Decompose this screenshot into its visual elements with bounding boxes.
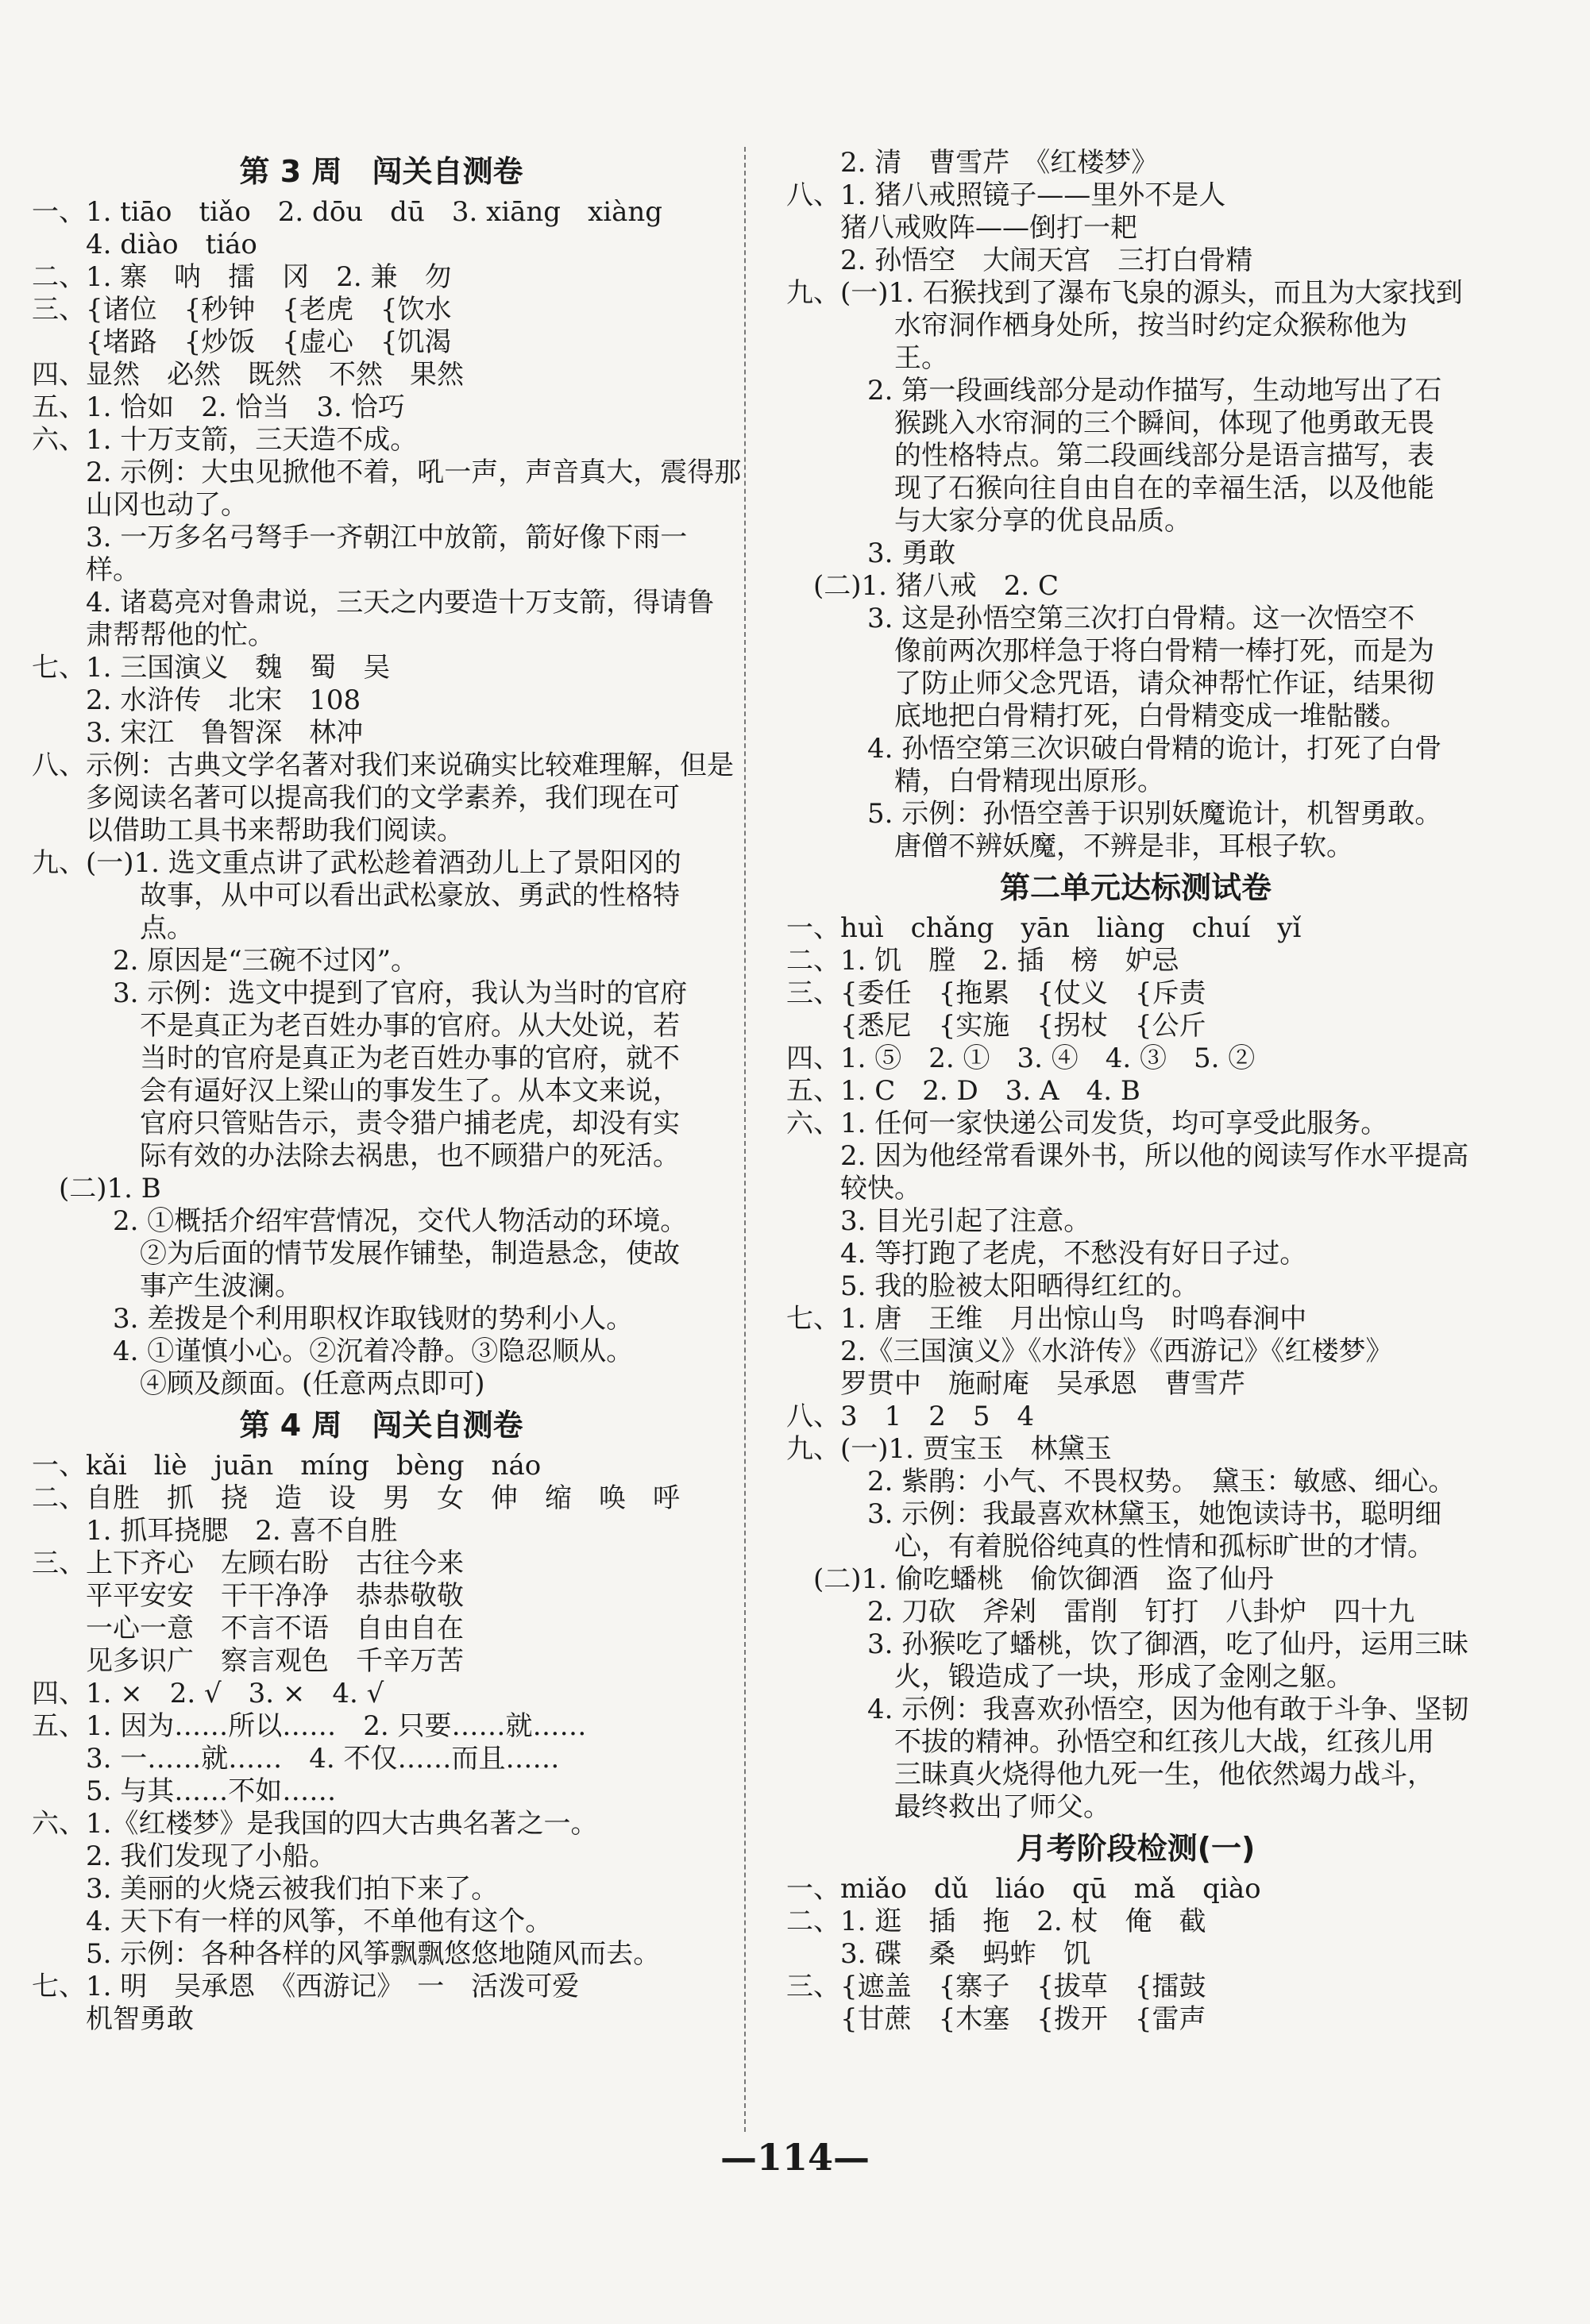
- column-divider: [744, 147, 746, 2132]
- answer-line: 八、示例：古典文学名著对我们来说确实比较难理解，但是: [32, 750, 734, 781]
- answer-line: 多阅读名著可以提高我们的文学素养，我们现在可: [32, 782, 680, 814]
- answer-line: 心，有着脱俗纯真的性情和孤标旷世的才情。: [786, 1531, 1434, 1563]
- answer-line: 4. 天下有一样的风筝，不单他有这个。: [32, 1906, 553, 1937]
- answer-line: 4. diào tiáo: [32, 229, 257, 260]
- section-title: 第 4 周 闯关自测卷: [239, 1408, 523, 1443]
- answer-line: 点。: [32, 912, 194, 944]
- answer-line: 三、{遮盖 {寨子 {拔草 {擂鼓: [786, 1971, 1206, 2002]
- left-column: [32, 147, 742, 2036]
- answer-line: 3. 美丽的火烧云被我们拍下来了。: [32, 1873, 499, 1905]
- answer-line: 2. 刀砍 斧剁 雷削 钉打 八卦炉 四十九: [786, 1596, 1415, 1628]
- answer-line: 3. 勇敢: [786, 538, 956, 569]
- answer-line: 二、1. 逛 插 拖 2. 杖 俺 截: [786, 1906, 1206, 1937]
- answer-line: 2. 原因是“三碗不过冈”。: [32, 945, 419, 977]
- answer-line: 精，白骨精现出原形。: [786, 765, 1164, 797]
- answer-line: 肃帮帮他的忙。: [32, 619, 275, 651]
- answer-line: 不是真正为老百姓办事的官府。从大处说，若: [32, 1010, 680, 1042]
- answer-line: 五、1. C 2. D 3. A 4. B: [786, 1075, 1140, 1107]
- answer-line: 3. 碟 桑 蚂蚱 饥: [786, 1938, 1091, 1970]
- answer-line: 八、1. 猪八戒照镜子——里外不是人: [786, 179, 1226, 211]
- answer-line: 现了石猴向往自由自在的幸福生活，以及他能: [786, 472, 1434, 504]
- answer-line: 故事，从中可以看出武松豪放、勇武的性格特: [32, 880, 680, 911]
- answer-line: 水帘洞作栖身处所，按当时约定众猴称他为: [786, 310, 1407, 341]
- answer-line: 见多识广 察言观色 千辛万苦: [32, 1645, 464, 1677]
- answer-line: ②为后面的情节发展作铺垫，制造悬念，使故: [32, 1238, 680, 1270]
- answer-line: 不拔的精神。孙悟空和红孩儿大战，红孩儿用: [786, 1726, 1434, 1758]
- answer-line: 三昧真火烧得他九死一生，他依然竭力战斗，: [786, 1759, 1434, 1790]
- answer-line: 像前两次那样急于将白骨精一棒打死，而是为: [786, 635, 1434, 667]
- answer-line: 了防止师父念咒语，请众神帮忙作证，结果彻: [786, 668, 1434, 700]
- answer-line: 3. 示例：选文中提到了官府，我认为当时的官府: [32, 977, 688, 1009]
- answer-line: 官府只管贴告示，责令猎户捕老虎，却没有实: [32, 1108, 680, 1139]
- answer-line: 九、(一)1. 贾宝玉 林黛玉: [786, 1433, 1112, 1465]
- answer-line: 3. 一万多名弓弩手一齐朝江中放箭，箭好像下雨一: [32, 522, 688, 553]
- answer-line: 九、(一)1. 选文重点讲了武松趁着酒劲儿上了景阳冈的: [32, 847, 681, 879]
- section-title: 第 3 周 闯关自测卷: [239, 154, 523, 189]
- answer-line: (二)1. 猪八戒 2. C: [786, 570, 1059, 602]
- answer-line: 2. 紫鹃：小气、不畏权势。 黛玉：敏感、细心。: [786, 1466, 1456, 1497]
- answer-line: 二、自胜 抓 挠 造 设 男 女 伸 缩 唤 呼: [32, 1482, 680, 1514]
- answer-line: 2. 示例：大虫见掀他不着，吼一声，声音真大，震得那: [32, 457, 742, 488]
- answer-line: 3. 目光引起了注意。: [786, 1205, 1091, 1237]
- section-title: 第二单元达标测试卷: [999, 870, 1272, 905]
- answer-line: 四、显然 必然 既然 不然 果然: [32, 359, 464, 391]
- answer-line: 五、1. 因为……所以…… 2. 只要……就……: [32, 1710, 587, 1742]
- answer-line: 唐僧不辨妖魔，不辨是非，耳根子软。: [786, 831, 1353, 862]
- answer-line: 3. 孙猴吃了蟠桃，饮了御酒，吃了仙丹，运用三昧: [786, 1628, 1469, 1660]
- answer-line: 3. 宋江 鲁智深 林冲: [32, 717, 364, 749]
- answer-line: 的性格特点。第二段画线部分是语言描写，表: [786, 440, 1434, 472]
- answer-line: 4. 诸葛亮对鲁肃说，三天之内要造十万支箭，得请鲁: [32, 587, 715, 619]
- answer-line: 五、1. 恰如 2. 恰当 3. 恰巧: [32, 391, 405, 423]
- page-number: —114—: [720, 2136, 870, 2179]
- answer-line: 罗贯中 施耐庵 吴承恩 曹雪芹: [786, 1368, 1245, 1400]
- right-column: [786, 147, 1485, 2036]
- answer-line: 5. 我的脸被太阳晒得红红的。: [786, 1270, 1199, 1302]
- answer-line: {甘蔗 {木塞 {拨开 {雷声: [786, 2003, 1206, 2035]
- answer-line: 平平安安 干干净净 恭恭敬敬: [32, 1580, 464, 1612]
- answer-line: 机智勇敢: [32, 2003, 194, 2035]
- answer-line: 六、1.《红楼梦》是我国的四大古典名著之一。: [32, 1808, 598, 1840]
- answer-line: 八、3 1 2 5 4: [786, 1401, 1035, 1432]
- answer-line: {悉尼 {实施 {拐杖 {公斤: [786, 1010, 1206, 1042]
- answer-line: 底地把白骨精打死，白骨精变成一堆骷髅。: [786, 700, 1407, 732]
- answer-line: 2. ①概括介绍牢营情况，交代人物活动的环境。: [32, 1205, 688, 1237]
- answer-line: 3. 一……就…… 4. 不仅……而且……: [32, 1743, 560, 1775]
- answer-line: 2. 水浒传 北宋 108: [32, 684, 361, 716]
- answer-line: 六、1. 十万支箭，三天造不成。: [32, 424, 418, 456]
- answer-line: 当时的官府是真正为老百姓办事的官府，就不: [32, 1043, 680, 1074]
- answer-line: 王。: [786, 342, 948, 374]
- answer-line: 与大家分享的优良品质。: [786, 505, 1191, 537]
- answer-line: 一、1. tiāo tiǎo 2. dōu dū 3. xiāng xiàng: [32, 196, 663, 228]
- answer-line: 七、1. 三国演义 魏 蜀 吴: [32, 652, 391, 684]
- answer-line: 2. 我们发现了小船。: [32, 1840, 337, 1872]
- answer-line: 样。: [32, 554, 140, 586]
- answer-line: 六、1. 任何一家快递公司发货，均可享受此服务。: [786, 1108, 1388, 1139]
- section-title: 月考阶段检测(一): [1016, 1831, 1256, 1866]
- answer-line: 1. 抓耳挠腮 2. 喜不自胜: [32, 1515, 398, 1547]
- answer-line: 二、1. 饥 膛 2. 插 榜 妒忌: [786, 945, 1179, 977]
- answer-line: 一、huì chǎng yān liàng chuí yǐ: [786, 912, 1302, 944]
- answer-line: 2. 孙悟空 大闹天宫 三打白骨精: [786, 245, 1253, 276]
- answer-line: (二)1. 偷吃蟠桃 偷饮御酒 盗了仙丹: [786, 1563, 1274, 1595]
- answer-line: 5. 与其……不如……: [32, 1775, 337, 1807]
- answer-line: 一、miǎo dǔ liáo qū mǎ qiào: [786, 1873, 1261, 1905]
- answer-line: 以借助工具书来帮助我们阅读。: [32, 815, 464, 846]
- answer-line: ④顾及颜面。(任意两点即可): [32, 1368, 485, 1400]
- answer-line: 4. 孙悟空第三次识破白骨精的诡计，打死了白骨: [786, 733, 1442, 765]
- answer-line: (二)1. B: [32, 1173, 161, 1204]
- answer-line: {堵路 {炒饭 {虚心 {饥渴: [32, 326, 452, 358]
- answer-line: 3. 示例：我最喜欢林黛玉，她饱读诗书，聪明细: [786, 1498, 1442, 1530]
- answer-line: 5. 示例：孙悟空善于识别妖魔诡计，机智勇敢。: [786, 798, 1442, 830]
- answer-line: 会有逼好汉上梁山的事发生了。从本文来说，: [32, 1075, 680, 1107]
- answer-line: 4. 示例：我喜欢孙悟空，因为他有敢于斗争、坚韧: [786, 1694, 1469, 1725]
- answer-line: 一、kǎi liè juān míng bèng náo: [32, 1450, 542, 1482]
- answer-line: 5. 示例：各种各样的风筝飘飘悠悠地随风而去。: [32, 1938, 661, 1970]
- answer-line: 4. 等打跑了老虎，不愁没有好日子过。: [786, 1238, 1307, 1270]
- answer-line: 2. 第一段画线部分是动作描写，生动地写出了石: [786, 375, 1442, 407]
- answer-line: 三、{委任 {拖累 {仗义 {斥责: [786, 977, 1206, 1009]
- answer-line: 三、上下齐心 左顾右盼 古往今来: [32, 1547, 464, 1579]
- answer-line: 2. 清 曹雪芹 《红楼梦》: [786, 147, 1159, 179]
- answer-line: 猴跳入水帘洞的三个瞬间，体现了他勇敢无畏: [786, 407, 1434, 439]
- answer-line: 九、(一)1. 石猴找到了瀑布飞泉的源头，而且为大家找到: [786, 277, 1463, 309]
- answer-line: 2.《三国演义》《水浒传》《西游记》《红楼梦》: [786, 1335, 1393, 1367]
- answer-line: 七、1. 唐 王维 月出惊山鸟 时鸣春涧中: [786, 1303, 1307, 1335]
- answer-line: 较快。: [786, 1173, 921, 1204]
- answer-line: 二、1. 寨 呐 擂 冈 2. 兼 勿: [32, 261, 452, 293]
- answer-line: 3. 这是孙悟空第三次打白骨精。这一次悟空不: [786, 603, 1415, 634]
- answer-line: 事产生波澜。: [32, 1270, 302, 1302]
- answer-line: 一心一意 不言不语 自由自在: [32, 1613, 464, 1644]
- answer-line: 火，锻造成了一块，形成了金刚之躯。: [786, 1661, 1353, 1693]
- answer-line: 4. ①谨慎小心。②沉着冷静。③隐忍顺从。: [32, 1335, 634, 1367]
- answer-line: 四、1. × 2. √ 3. × 4. √: [32, 1678, 384, 1709]
- answer-line: 山冈也动了。: [32, 489, 248, 521]
- answer-line: 猪八戒败阵——倒打一耙: [786, 212, 1137, 244]
- answer-line: 三、{诸位 {秒钟 {老虎 {饮水: [32, 294, 452, 326]
- answer-line: 际有效的办法除去祸患，也不顾猎户的死活。: [32, 1140, 680, 1172]
- answer-line: 最终救出了师父。: [786, 1791, 1110, 1823]
- answer-line: 四、1. ⑤ 2. ① 3. ④ 4. ③ 5. ②: [786, 1043, 1256, 1074]
- answer-line: 七、1. 明 吴承恩 《西游记》 一 活泼可爱: [32, 1971, 580, 2002]
- answer-line: 2. 因为他经常看课外书，所以他的阅读写作水平提高: [786, 1140, 1469, 1172]
- answer-line: 3. 差拨是个利用职权诈取钱财的势利小人。: [32, 1303, 634, 1335]
